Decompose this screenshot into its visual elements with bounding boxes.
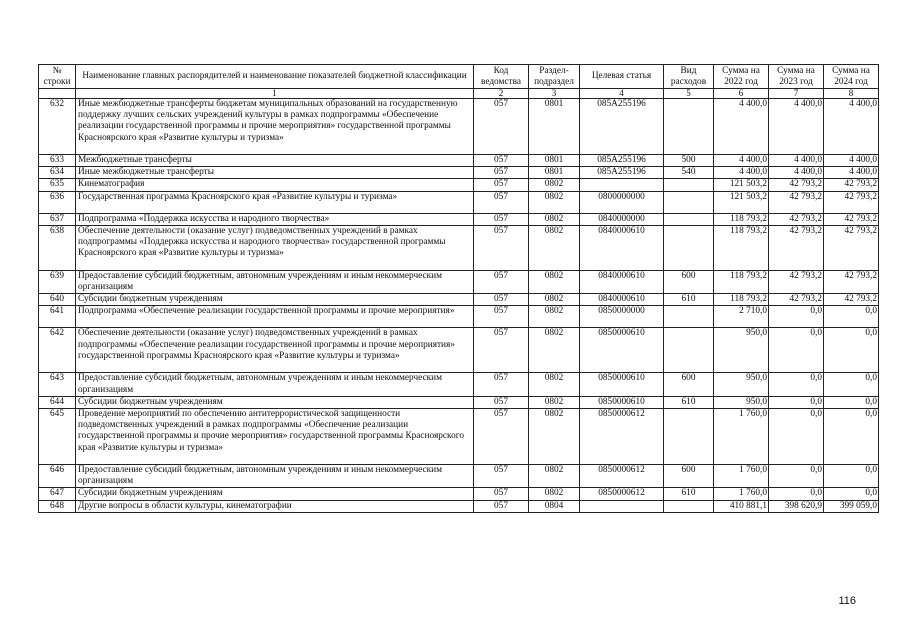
sum-2023: 0,0 — [769, 373, 824, 396]
expense-type: 600 — [664, 270, 714, 293]
section-code: 0802 — [529, 409, 580, 465]
row-number: 642 — [39, 328, 76, 373]
sum-2024: 0,0 — [824, 465, 879, 488]
target-code: 0850000612 — [580, 409, 664, 465]
column-number — [39, 89, 76, 99]
sum-2023: 0,0 — [769, 396, 824, 408]
sum-2022: 121 503,2 — [714, 191, 769, 213]
sum-2024: 0,0 — [824, 409, 879, 465]
sum-2024: 0,0 — [824, 306, 879, 328]
expense-type: 500 — [664, 155, 714, 167]
section-code: 0802 — [529, 191, 580, 213]
row-name: Государственная программа Красноярского края «Развитие культуры и туризма» — [76, 191, 474, 213]
section-code: 0802 — [529, 488, 580, 500]
row-name: Предоставление субсидий бюджетным, автономным учреждениям и иным некоммерческим организациям — [76, 465, 474, 488]
sum-2024: 399 059,0 — [824, 500, 879, 512]
row-name: Иные межбюджетные трансферты бюджетам муниципальных образований на государственную поддержку лучших сельских учреждений культуры в рамках подпрограммы «Обеспечение реализации государственной программы и прочие мероприятия» государственной программы Красноярского края «Развитие культуры и туризма» — [76, 99, 474, 155]
table-row — [39, 306, 879, 328]
expense-type — [664, 328, 714, 373]
dept-code: 057 — [474, 155, 529, 167]
section-code: 0802 — [529, 270, 580, 293]
column-number: 1 — [76, 89, 474, 99]
page-number: 116 — [838, 595, 856, 607]
sum-2023: 42 793,2 — [769, 294, 824, 306]
column-number: 8 — [824, 89, 879, 99]
target-code: 085А255196 — [580, 155, 664, 167]
row-name: Обеспечение деятельности (оказание услуг) подведомственных учреждений в рамках подпрограммы «Обеспечение реализации государственной программы и прочие мероприятия» государственной программы Красноярского края «Развитие культуры и туризма» — [76, 328, 474, 373]
table-row — [39, 328, 879, 373]
target-code: 0850000612 — [580, 465, 664, 488]
row-number: 645 — [39, 409, 76, 465]
sum-2022: 1 760,0 — [714, 409, 769, 465]
table-row — [39, 191, 879, 213]
sum-2024: 42 793,2 — [824, 270, 879, 293]
row-name: Предоставление субсидий бюджетным, автономным учреждениям и иным некоммерческим организациям — [76, 373, 474, 396]
expense-type — [664, 191, 714, 213]
header-expense-type: Вид расходов — [664, 65, 714, 89]
dept-code: 057 — [474, 270, 529, 293]
column-number: 7 — [769, 89, 824, 99]
sum-2023: 0,0 — [769, 488, 824, 500]
header-name: Наименование главных распорядителей и наименование показателей бюджетной классификации — [76, 65, 474, 89]
row-name: Подпрограмма «Поддержка искусства и народного творчества» — [76, 213, 474, 225]
sum-2022: 4 400,0 — [714, 155, 769, 167]
target-code: 085А255196 — [580, 99, 664, 155]
sum-2022: 950,0 — [714, 396, 769, 408]
section-code: 0802 — [529, 225, 580, 270]
header-target: Целевая статья — [580, 65, 664, 89]
expense-type — [664, 179, 714, 191]
table-row — [39, 167, 879, 179]
sum-2024: 42 793,2 — [824, 191, 879, 213]
row-name: Субсидии бюджетным учреждениям — [76, 396, 474, 408]
table-row — [39, 213, 879, 225]
dept-code: 057 — [474, 179, 529, 191]
sum-2023: 42 793,2 — [769, 191, 824, 213]
budget-table — [38, 64, 879, 513]
section-code: 0802 — [529, 294, 580, 306]
expense-type: 540 — [664, 167, 714, 179]
sum-2023: 0,0 — [769, 306, 824, 328]
sum-2022: 118 793,2 — [714, 213, 769, 225]
table-row — [39, 488, 879, 500]
section-code: 0801 — [529, 155, 580, 167]
table-row — [39, 225, 879, 270]
table-row — [39, 465, 879, 488]
section-code: 0802 — [529, 179, 580, 191]
header-row-number: № строки — [39, 65, 76, 89]
row-name: Субсидии бюджетным учреждениям — [76, 488, 474, 500]
sum-2022: 950,0 — [714, 328, 769, 373]
sum-2022: 2 710,0 — [714, 306, 769, 328]
sum-2024: 42 793,2 — [824, 294, 879, 306]
target-code: 0840000000 — [580, 213, 664, 225]
row-number: 637 — [39, 213, 76, 225]
sum-2022: 118 793,2 — [714, 225, 769, 270]
sum-2023: 0,0 — [769, 465, 824, 488]
section-code: 0802 — [529, 306, 580, 328]
row-number: 632 — [39, 99, 76, 155]
target-code — [580, 500, 664, 512]
section-code: 0802 — [529, 465, 580, 488]
expense-type — [664, 225, 714, 270]
section-code: 0801 — [529, 99, 580, 155]
table-body — [39, 99, 879, 513]
table-row — [39, 155, 879, 167]
sum-2022: 4 400,0 — [714, 99, 769, 155]
row-number: 638 — [39, 225, 76, 270]
sum-2023: 42 793,2 — [769, 225, 824, 270]
target-code — [580, 179, 664, 191]
sum-2022: 950,0 — [714, 373, 769, 396]
sum-2023: 4 400,0 — [769, 99, 824, 155]
row-number: 643 — [39, 373, 76, 396]
dept-code: 057 — [474, 465, 529, 488]
dept-code: 057 — [474, 328, 529, 373]
header-sum-2023: Сумма на 2023 год — [769, 65, 824, 89]
sum-2022: 118 793,2 — [714, 270, 769, 293]
sum-2024: 42 793,2 — [824, 213, 879, 225]
sum-2023: 42 793,2 — [769, 179, 824, 191]
section-code: 0802 — [529, 396, 580, 408]
expense-type — [664, 500, 714, 512]
row-name: Субсидии бюджетным учреждениям — [76, 294, 474, 306]
table-row — [39, 373, 879, 396]
row-name: Предоставление субсидий бюджетным, автономным учреждениям и иным некоммерческим организациям — [76, 270, 474, 293]
target-code: 085А255196 — [580, 167, 664, 179]
row-name: Межбюджетные трансферты — [76, 155, 474, 167]
sum-2023: 0,0 — [769, 328, 824, 373]
sum-2022: 410 881,1 — [714, 500, 769, 512]
row-name: Другие вопросы в области культуры, кинематографии — [76, 500, 474, 512]
column-number: 4 — [580, 89, 664, 99]
dept-code: 057 — [474, 373, 529, 396]
sum-2023: 0,0 — [769, 409, 824, 465]
target-code: 0840000610 — [580, 294, 664, 306]
expense-type — [664, 306, 714, 328]
section-code: 0802 — [529, 373, 580, 396]
dept-code: 057 — [474, 294, 529, 306]
dept-code: 057 — [474, 488, 529, 500]
sum-2024: 0,0 — [824, 373, 879, 396]
sum-2024: 4 400,0 — [824, 99, 879, 155]
column-number: 3 — [529, 89, 580, 99]
sum-2022: 4 400,0 — [714, 167, 769, 179]
column-number: 5 — [664, 89, 714, 99]
sum-2023: 4 400,0 — [769, 167, 824, 179]
row-name: Иные межбюджетные трансферты — [76, 167, 474, 179]
sum-2022: 121 503,2 — [714, 179, 769, 191]
expense-type: 610 — [664, 488, 714, 500]
section-code: 0802 — [529, 213, 580, 225]
sum-2022: 1 760,0 — [714, 465, 769, 488]
target-code: 0840000610 — [580, 225, 664, 270]
sum-2024: 42 793,2 — [824, 179, 879, 191]
target-code: 0850000610 — [580, 396, 664, 408]
expense-type: 600 — [664, 465, 714, 488]
target-code: 0800000000 — [580, 191, 664, 213]
row-name: Кинематография — [76, 179, 474, 191]
sum-2022: 118 793,2 — [714, 294, 769, 306]
table-row — [39, 294, 879, 306]
table-row — [39, 500, 879, 512]
header-dept-code: Код ведомства — [474, 65, 529, 89]
expense-type: 600 — [664, 373, 714, 396]
row-name: Подпрограмма «Обеспечение реализации государственной программы и прочие мероприятия» — [76, 306, 474, 328]
section-code: 0801 — [529, 167, 580, 179]
target-code: 0840000610 — [580, 270, 664, 293]
sum-2024: 4 400,0 — [824, 155, 879, 167]
expense-type — [664, 409, 714, 465]
dept-code: 057 — [474, 306, 529, 328]
row-name: Обеспечение деятельности (оказание услуг) подведомственных учреждений в рамках подпрограммы «Поддержка искусства и народного творчества» государственной программы Красноярского края «Развитие культуры и туризма» — [76, 225, 474, 270]
dept-code: 057 — [474, 191, 529, 213]
row-number: 640 — [39, 294, 76, 306]
row-number: 639 — [39, 270, 76, 293]
header-sum-2022: Сумма на 2022 год — [714, 65, 769, 89]
expense-type — [664, 213, 714, 225]
section-code: 0804 — [529, 500, 580, 512]
dept-code: 057 — [474, 213, 529, 225]
column-number-row — [39, 89, 879, 99]
target-code: 0850000610 — [580, 373, 664, 396]
header-row — [39, 65, 879, 89]
dept-code: 057 — [474, 225, 529, 270]
row-number: 634 — [39, 167, 76, 179]
row-number: 648 — [39, 500, 76, 512]
target-code: 0850000612 — [580, 488, 664, 500]
target-code: 0850000000 — [580, 306, 664, 328]
target-code: 0850000610 — [580, 328, 664, 373]
table-row — [39, 270, 879, 293]
sum-2023: 398 620,9 — [769, 500, 824, 512]
sum-2024: 42 793,2 — [824, 225, 879, 270]
sum-2024: 0,0 — [824, 328, 879, 373]
dept-code: 057 — [474, 167, 529, 179]
expense-type: 610 — [664, 294, 714, 306]
column-number: 6 — [714, 89, 769, 99]
dept-code: 057 — [474, 396, 529, 408]
header-section: Раздел-подраздел — [529, 65, 580, 89]
table-row — [39, 179, 879, 191]
sum-2024: 0,0 — [824, 488, 879, 500]
row-number: 647 — [39, 488, 76, 500]
row-name: Проведение мероприятий по обеспечению антитеррористической защищенности подведомственных учреждений в рамках подпрограммы «Обеспечение реализации государственной программы и прочие мероприятия» государственной программы Красноярского края «Развитие культуры и туризма» — [76, 409, 474, 465]
column-number: 2 — [474, 89, 529, 99]
sum-2022: 1 760,0 — [714, 488, 769, 500]
row-number: 633 — [39, 155, 76, 167]
expense-type — [664, 99, 714, 155]
table-row — [39, 409, 879, 465]
dept-code: 057 — [474, 99, 529, 155]
sum-2023: 4 400,0 — [769, 155, 824, 167]
sum-2023: 42 793,2 — [769, 270, 824, 293]
header-sum-2024: Сумма на 2024 год — [824, 65, 879, 89]
row-number: 646 — [39, 465, 76, 488]
table-row — [39, 99, 879, 155]
dept-code: 057 — [474, 409, 529, 465]
section-code: 0802 — [529, 328, 580, 373]
expense-type: 610 — [664, 396, 714, 408]
sum-2024: 4 400,0 — [824, 167, 879, 179]
sum-2023: 42 793,2 — [769, 213, 824, 225]
sum-2024: 0,0 — [824, 396, 879, 408]
table-row — [39, 396, 879, 408]
row-number: 636 — [39, 191, 76, 213]
row-number: 635 — [39, 179, 76, 191]
row-number: 641 — [39, 306, 76, 328]
row-number: 644 — [39, 396, 76, 408]
dept-code: 057 — [474, 500, 529, 512]
